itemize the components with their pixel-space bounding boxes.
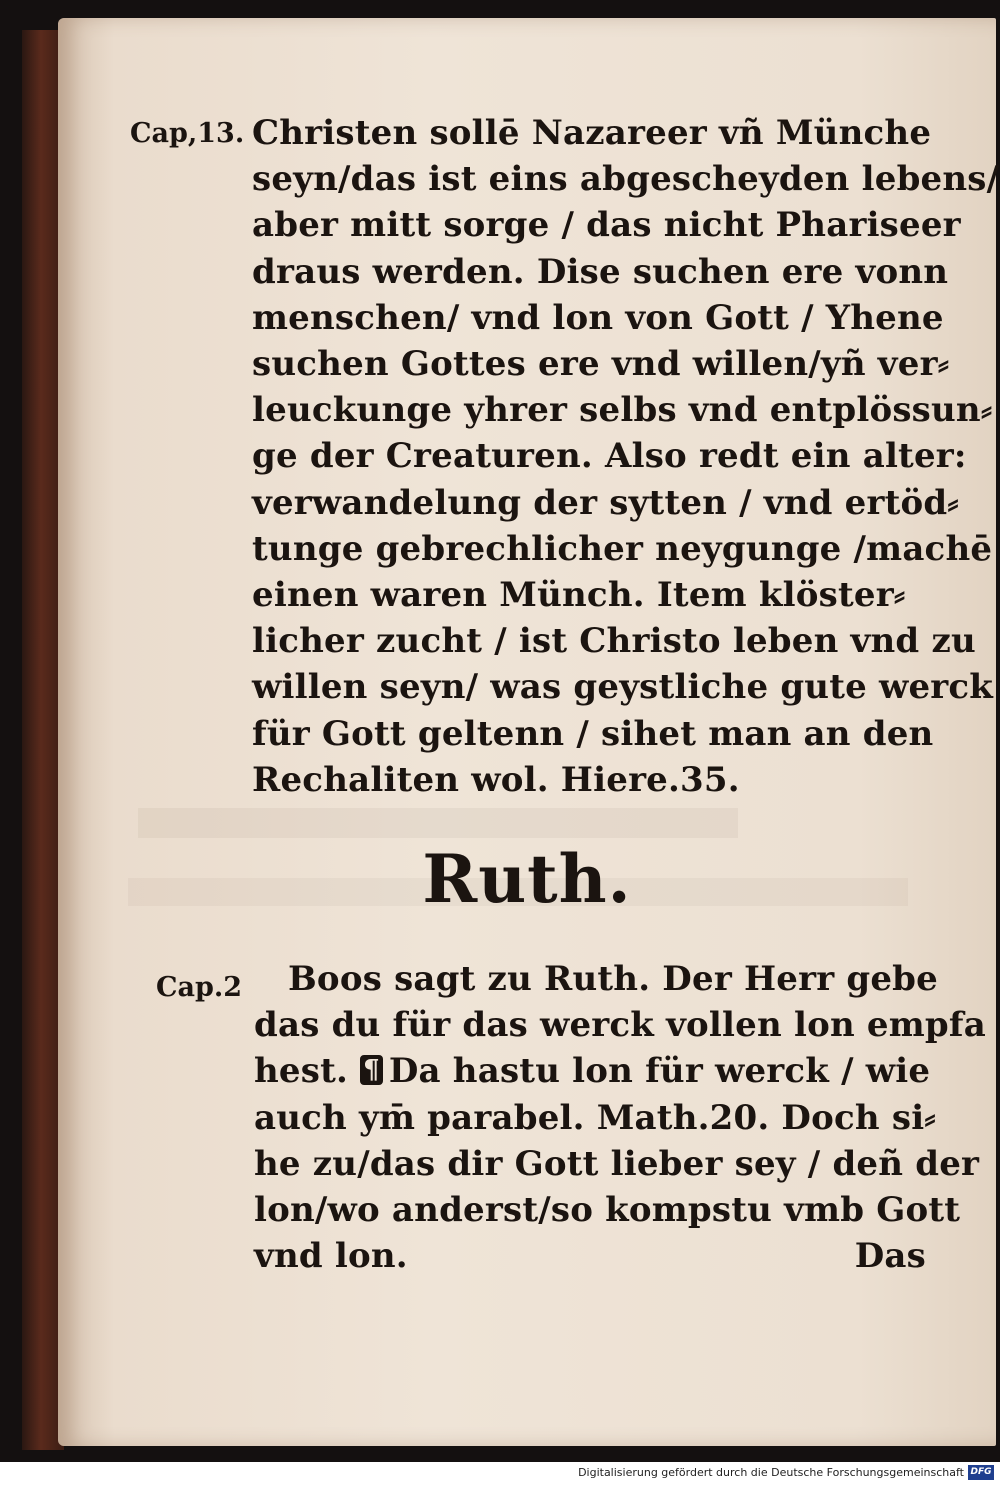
margin-note-cap13: Cap,13.	[130, 118, 245, 149]
text-line: für Gott geltenn / sihet man an den	[252, 713, 934, 754]
paragraph-1	[252, 110, 999, 803]
text-line: aber mitt sorge / das nicht Phariseer	[252, 205, 961, 246]
pilcrow-mark: ¶	[360, 1055, 383, 1085]
text-line: he zu/das dir Gott lieber sey / deñ der	[254, 1143, 980, 1184]
show-through-smudge	[138, 808, 738, 838]
text-fragment: Da hastu lon für werck / wie	[388, 1051, 931, 1092]
text-line: einen waren Münch. Item klöster⸗	[252, 575, 906, 616]
funding-credit: Digitalisierung gefördert durch die Deutsche Forschungsgemeinschaft	[578, 1466, 964, 1479]
text-line	[254, 1048, 931, 1094]
catchword: Das	[854, 1236, 926, 1277]
text-line: ge der Creaturen. Also redt ein alter:	[252, 436, 967, 477]
text-line: verwandelung der sytten / vnd ertöd⸗	[252, 482, 959, 523]
text-line: leuckunge yhrer selbs vnd entplössun⸗	[252, 390, 993, 431]
margin-note-cap2: Cap.2	[156, 972, 243, 1003]
text-line: Rechaliten wol. Hiere.35.	[252, 759, 740, 800]
dfg-logo-icon: DFG	[968, 1465, 994, 1480]
text-line: suchen Gottes ere vnd willen/yñ ver⸗	[252, 344, 950, 385]
text-line	[254, 1233, 926, 1279]
book-page	[58, 18, 1000, 1446]
text-line: tunge gebrechlicher neygunge /machē	[252, 528, 993, 569]
text-line: draus werden. Dise suchen ere vonn	[252, 251, 949, 292]
section-heading-ruth: Ruth.	[422, 840, 632, 918]
text-line: willen seyn/ was geystliche gute werck	[252, 667, 994, 708]
text-line: auch ym̄ parabel. Math.20. Doch si⸗	[254, 1097, 936, 1138]
paragraph-2	[254, 956, 986, 1279]
credit-bar	[0, 1462, 1000, 1485]
text-line: Boos sagt zu Ruth. Der Herr gebe	[288, 959, 938, 999]
text-line: das du für das werck vollen lon empfa	[254, 1005, 986, 1046]
text-line: seyn/das ist eins abgescheyden lebens/	[252, 159, 1000, 200]
text-line: Christen sollē Nazareer vñ Münche	[252, 113, 932, 153]
text-line: menschen/ vnd lon von Gott / Yhene	[252, 297, 944, 338]
text-fragment: vnd lon.	[254, 1236, 408, 1277]
text-fragment: hest.	[254, 1051, 349, 1092]
text-line: licher zucht / ist Christo leben vnd zu	[252, 621, 976, 662]
text-line: lon/wo anderst/so kompstu vmb Gott	[254, 1190, 961, 1231]
